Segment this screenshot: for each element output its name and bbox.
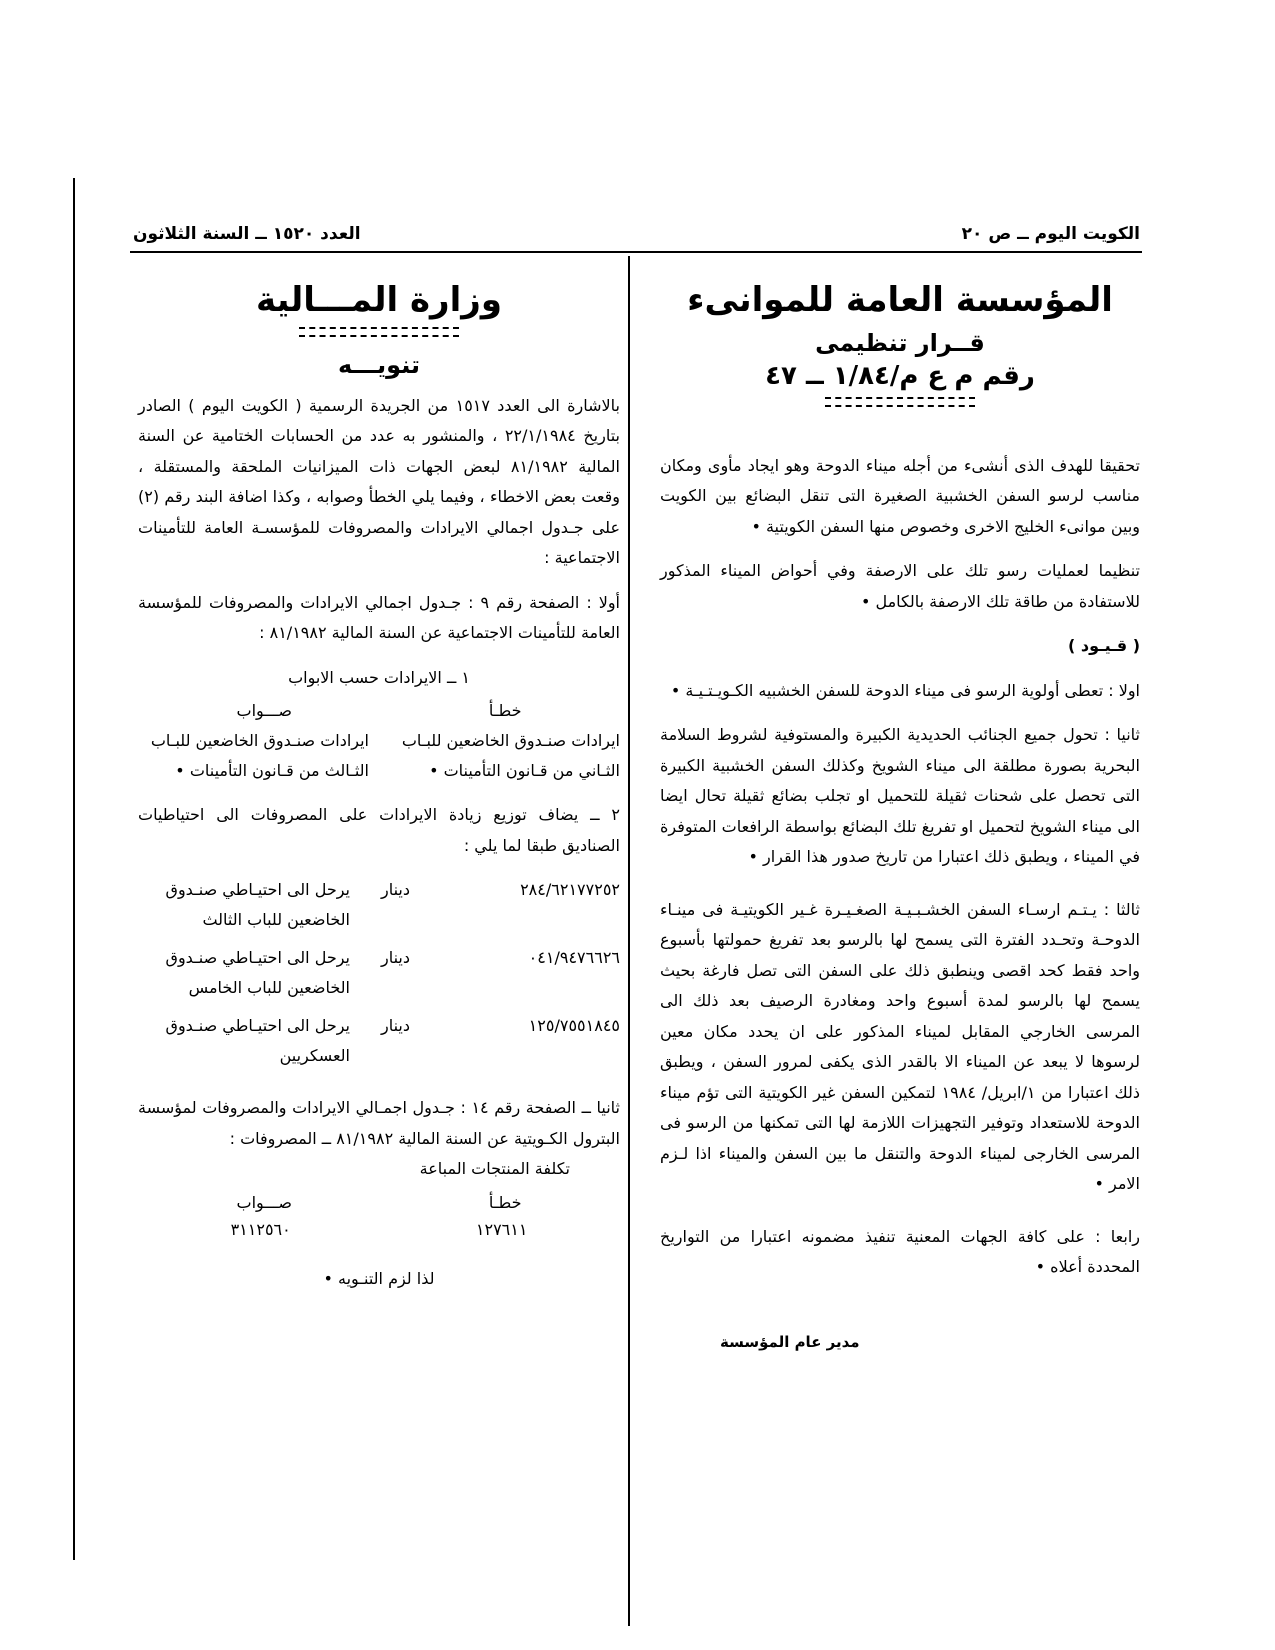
notice-intro: بالاشارة الى العدد ١٥١٧ من الجريدة الرسمية ( الكويت اليوم ) الصادر بتاريخ ٢٢/١/١٩٨٤ ، والمنشور به عدد من الحسابات الختامية عن السنة المالية ٨١/١٩٨٢ لبعض الجهات ذات الميزانيات الملحقة والمستقلة ، وقعت بعض الاخطاء ، وفيما يلي الخطأ وصوابه ، وكذا اضافة البند رقم (٢) على جـدول اجمالي الايرادات والمصروفات للمؤسسـة العامة للتأمينات الاجتماعية :	[138, 395, 621, 568]
ministry-ornament	[299, 327, 459, 337]
rules-heading: ( قـيـود )	[1068, 636, 1140, 656]
decision-number: رقم م ع م/١/٨٤ ــ ٤٧	[765, 360, 1035, 391]
header-rule	[130, 251, 1142, 253]
correction-values-2	[138, 1220, 620, 1239]
ledger-unit: دينار	[380, 948, 410, 968]
wrong-text: ايرادات صنـدوق الخاضعين للبـاب الثـاني من قـانون التأمينات •	[401, 731, 620, 781]
column-divider	[628, 256, 630, 1626]
ledger-unit: دينار	[380, 1016, 410, 1036]
page-header-gazette: الكويت اليوم ــ ص ٢٠	[961, 224, 1140, 244]
ledger-destination: يرحل الى احتيـاطي صنـدوق العسكريين	[165, 1016, 350, 1066]
intro-paragraph-2: تنظيما لعمليات رسو تلك على الارصفة وفي أحواض الميناء المذكور للاستفادة من طاقة تلك الارصفة بالكامل •	[660, 561, 1140, 611]
ledger-row	[138, 1011, 620, 1071]
products-heading: تكلفة المنتجات المباعة	[419, 1159, 570, 1179]
ledger-destination: يرحل الى احتيـاطي صنـدوق الخاضعين للباب الثالث	[165, 880, 350, 930]
right-text: ايرادات صنـدوق الخاضعين للبـاب الثـالث من قـانون التأمينات •	[150, 731, 369, 781]
ledger-unit: دينار	[380, 880, 410, 900]
revenue-subheading: ١ ــ الايرادات حسب الابواب	[288, 667, 470, 687]
correction-header-1	[138, 701, 620, 720]
left-margin-rule	[73, 178, 75, 1560]
right-label-2: صـــواب	[236, 1192, 292, 1212]
decision-title: قــرار تنظيمى	[815, 328, 985, 357]
correction-row-1	[138, 726, 620, 786]
ledger	[138, 875, 620, 1071]
first-correction: أولا : الصفحة رقم ٩ : جـدول اجمالي الايرادات والمصروفات للمؤسسة العامة للتأمينات الاجتماعية عن السنة المالية ٨١/١٩٨٢ :	[138, 592, 620, 643]
wrong-label-2: خطـأ	[488, 1192, 522, 1212]
second-correction: ثانيا ــ الصفحة رقم ١٤ : جـدول اجمـالي الايرادات والمصروفات لمؤسسة البترول الكـويتية عن السنة المالية ٨١/١٩٨٢ ــ المصروفات :	[138, 1098, 621, 1148]
distribution-subheading: ٢ ــ يضاف توزيع زيادة الايرادات على المصروفات الى احتياطيات الصناديق طبقا لما يلي :	[138, 805, 620, 855]
closing-note: لذا لزم التنـويه •	[323, 1268, 435, 1288]
page-header-issue: العدد ١٥٢٠ ــ السنة الثلاثون	[133, 224, 361, 244]
right-column	[660, 280, 1140, 1351]
ministry-title: وزارة المـــالية	[256, 280, 502, 320]
rule-item-3: ثالثا : يـتـم ارسـاء السفن الخشـبـيـة الصغـيـرة غـير الكويتيـة فى مينـاء الدوحـة وتحـدد الفترة التى يسمح لها بالرسو بعد تفريغ حمولتها بأسبوع واحد فقط كحد اقصى وينطبق ذلك على السفن التى تصل فارغة بحيث يسمح لها بالرسو لمدة أسبوع واحد ومغادرة الرصيف بعد ذلك الى المرسى الخارجي المقابل لميناء المذكور على ان يحدد مكان معين لرسوها لا يبعد عن الميناء الا بالقدر الذى يكفى لمرور السفن ، ويطبق ذلك اعتبارا من ١/ابريل/ ١٩٨٤ لتمكين السفن غير الكويتية التى تؤم ميناء الدوحة للاستعداد وتوفير التجهيزات اللازمة لها التى تمكنها من الرسو فى المرسى الخارجى لميناء الدوحة والتنقل ما بين السفن والميناء اذا لـزم الامر •	[660, 899, 1140, 1194]
ledger-amount: ١٢٥/٧٥٥١٨٤٥	[528, 1016, 620, 1036]
ledger-destination: يرحل الى احتيـاطي صنـدوق الخاضعين للباب الخامس	[165, 948, 350, 998]
wrong-label: خطـأ	[488, 701, 522, 721]
right-value: ٣١١٢٥٦٠	[230, 1219, 291, 1239]
ledger-amount: ٢٨٤/٦٢١٧٧٢٥٢	[520, 880, 620, 900]
signature: مدير عام المؤسسة	[720, 1332, 860, 1351]
intro-paragraph-1: تحقيقا للهدف الذى أنشىء من أجله ميناء الدوحة وهو ايجاد مأوى ومكان مناسب لرسو السفن الخشبية الصغيرة التى تنقل البضائع بين الكويت وبين موانىء الخليج الاخرى وخصوص منها السفن الكويتية •	[660, 455, 1140, 536]
left-column	[138, 280, 620, 1288]
ledger-row	[138, 875, 620, 935]
rule-item-1: اولا : تعطى أولوية الرسو فى ميناء الدوحة للسفن الخشبيه الكـويـتـيـة •	[670, 680, 1140, 700]
notice-title: تنويـــه	[337, 350, 421, 379]
wrong-value: ١٢٧٦١١	[475, 1219, 528, 1239]
right-label: صـــواب	[236, 701, 292, 721]
rule-item-4: رابعا : على كافة الجهات المعنية تنفيذ مضمونه اعتبارا من التواريخ المحددة أعلاه •	[660, 1226, 1140, 1277]
ledger-row	[138, 943, 620, 1003]
rule-item-2: ثانيا : تحول جميع الجنائب الحديدية الكبيرة والمستوفية لشروط السلامة البحرية بصورة مطلقة الى ميناء الشويخ وكذلك السفن الخشبية الكبيرة التى تحصل على شحنات ثقيلة للتحميل او تجلب بضائع ثقيلة تحال ايضا الى ميناء الشويخ لتحميل او تفريغ تلك البضائع بواسطة الرافعات المتوفرة في الميناء ، ويطبق ذلك اعتبارا من تاريخ صدور هذا القرار •	[660, 725, 1140, 867]
ledger-amount: ٠٤١/٩٤٧٦٦٢٦	[528, 948, 620, 968]
correction-header-2	[138, 1193, 620, 1212]
title-ornament	[825, 397, 975, 407]
org-title: المؤسسة العامة للموانىء	[687, 280, 1113, 320]
